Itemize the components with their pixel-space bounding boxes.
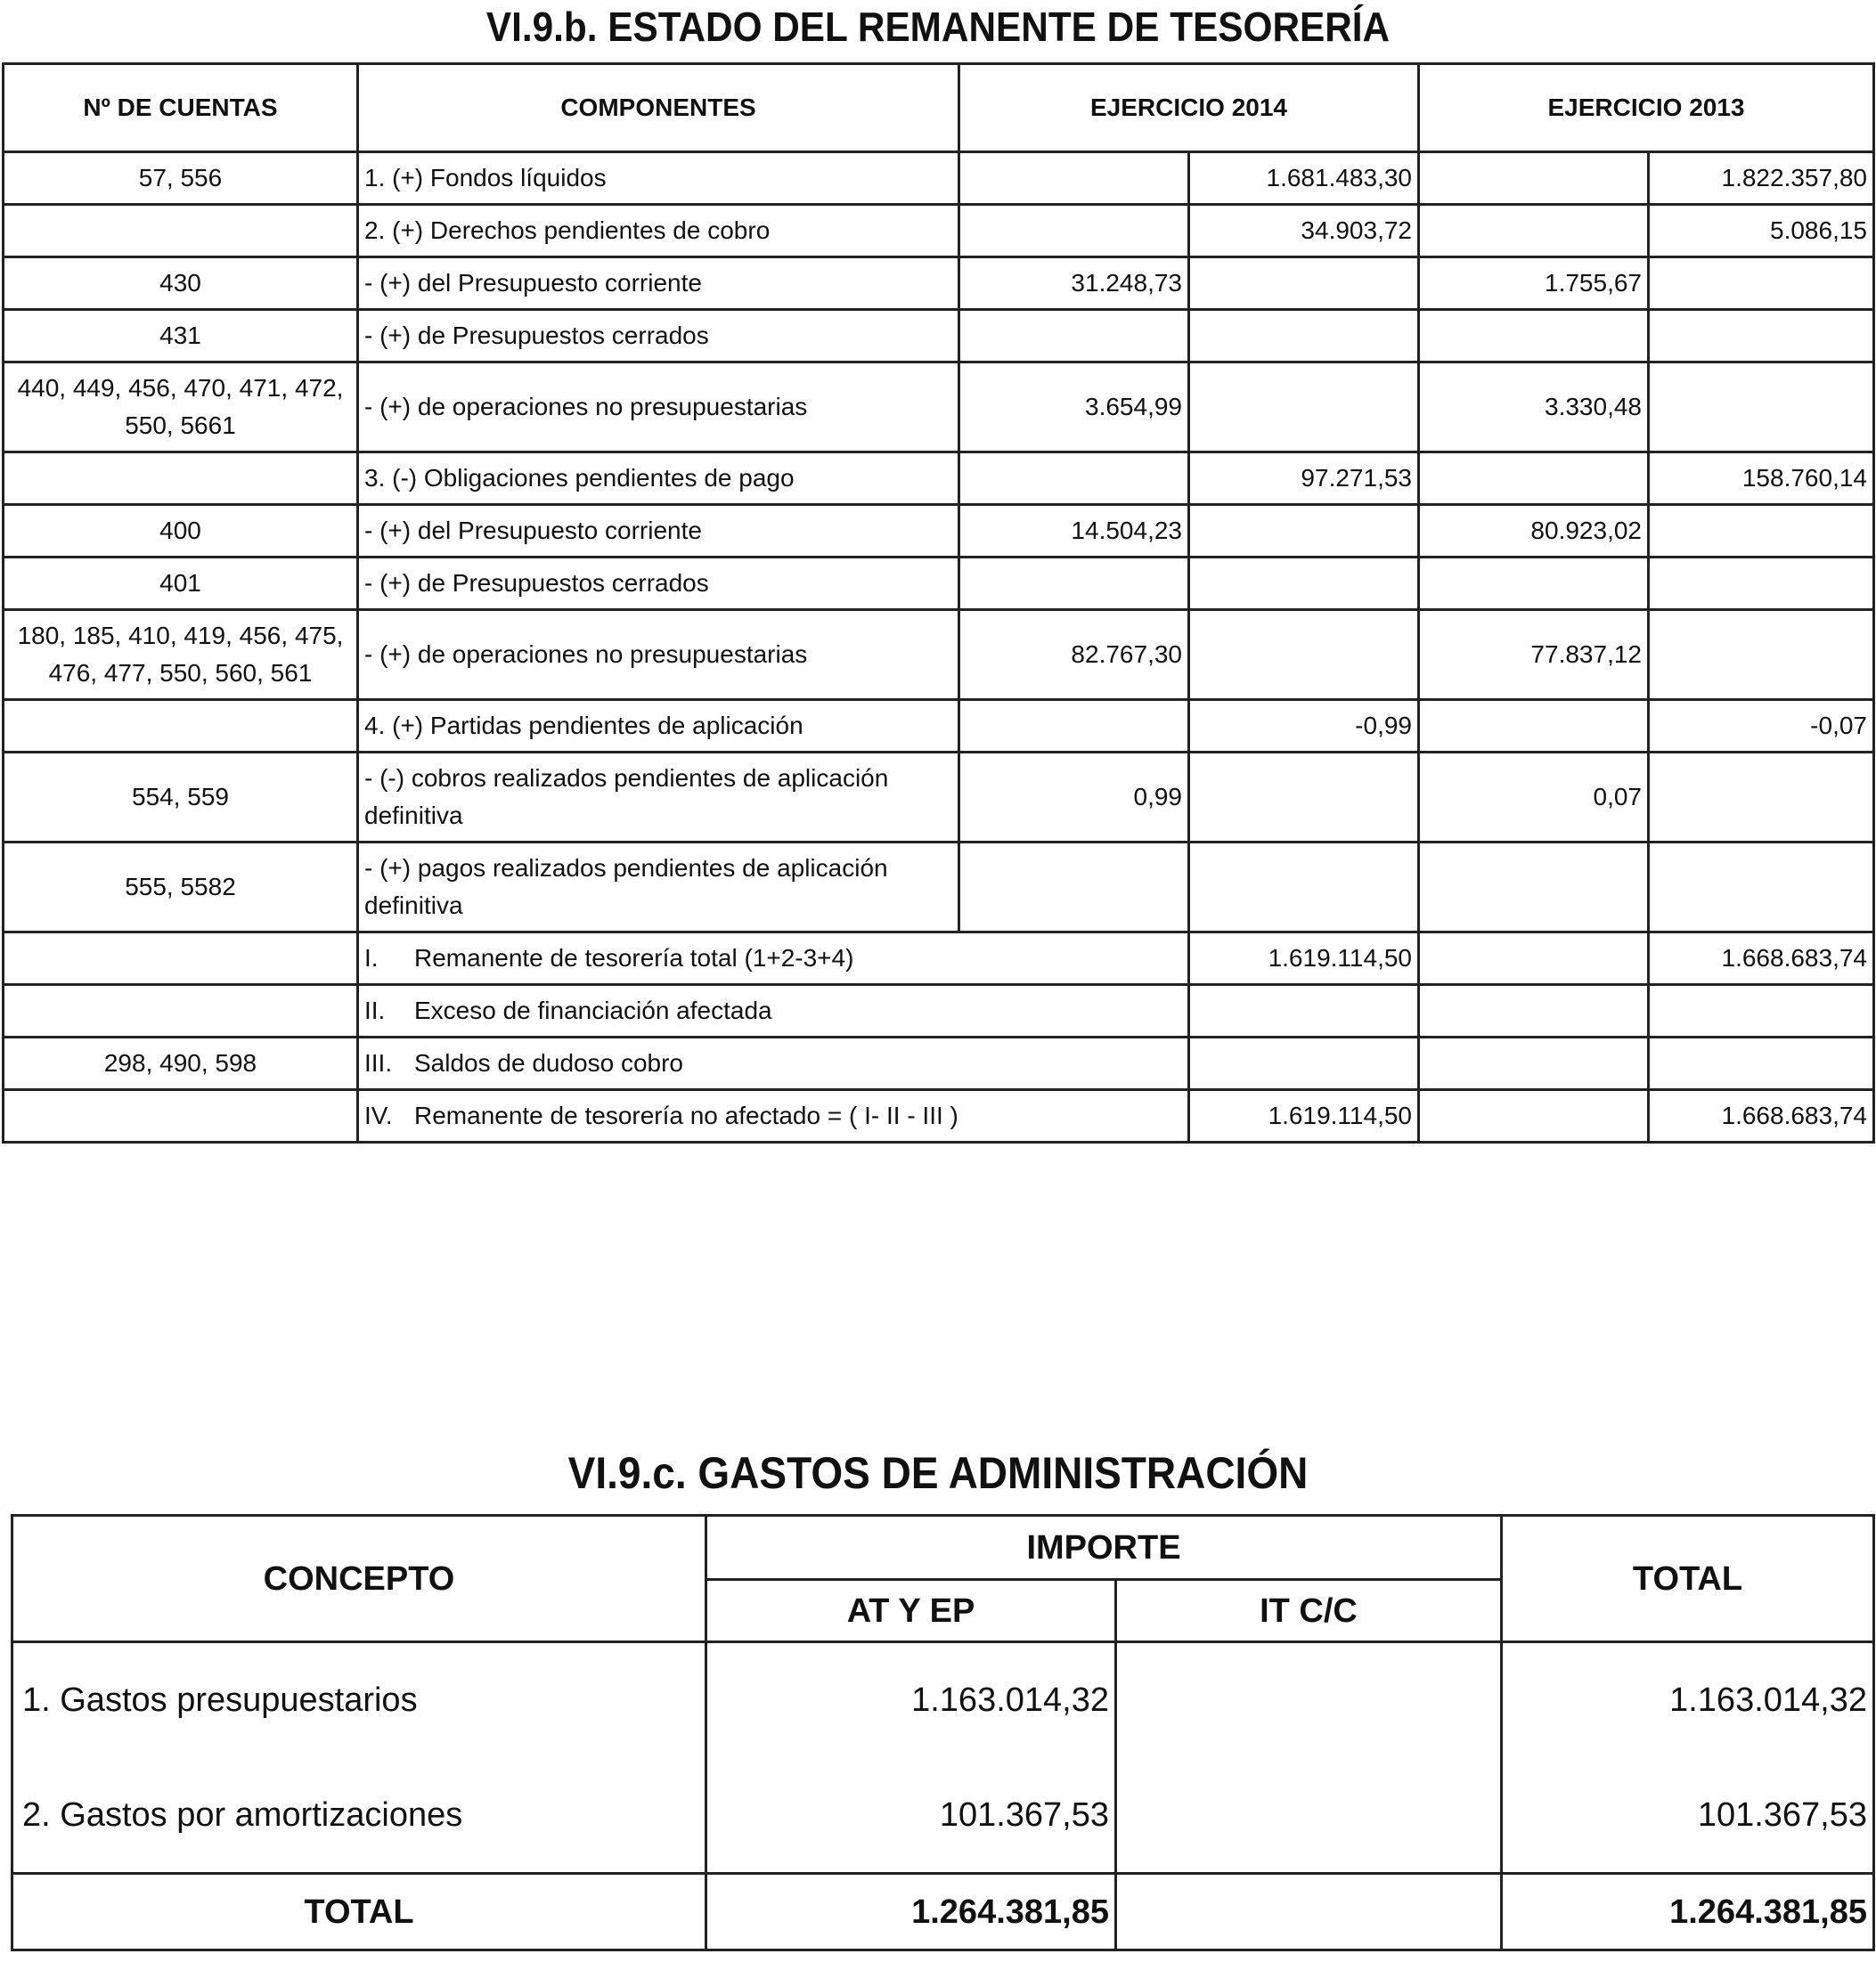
table-row <box>12 1758 1874 1874</box>
detalle-2013-cell: 0,07 <box>1419 753 1649 843</box>
table-row <box>4 152 1874 205</box>
roman-numeral: IV. <box>364 1102 393 1129</box>
table-row <box>4 362 1874 452</box>
cuentas-cell <box>4 452 358 505</box>
header-importe: IMPORTE <box>706 1516 1502 1580</box>
total-2013-cell <box>1649 362 1874 452</box>
concepto-cell: 1. Gastos presupuestarios <box>12 1642 706 1758</box>
total-2014-cell <box>1189 610 1419 700</box>
detalle-2013-cell: 80.923,02 <box>1419 505 1649 558</box>
gastos-table <box>11 1514 1875 1951</box>
detalle-2013-cell <box>1419 1038 1649 1090</box>
remanente-title: VI.9.b. ESTADO DEL REMANENTE DE TESORERÍA <box>485 4 1391 50</box>
detalle-2013-cell <box>1419 205 1649 257</box>
total-it-cc <box>1116 1874 1502 1950</box>
total-2014-cell <box>1189 843 1419 932</box>
componente-cell: - (-) cobros realizados pendientes de aplicación definitiva <box>358 753 959 843</box>
roman-numeral: II. <box>364 997 386 1024</box>
detalle-2014-cell <box>959 843 1189 932</box>
cuentas-cell: 554, 559 <box>4 753 358 843</box>
detalle-2013-cell <box>1419 152 1649 205</box>
detalle-2014-cell <box>959 452 1189 505</box>
header-concepto: CONCEPTO <box>12 1516 706 1642</box>
total-cell: 101.367,53 <box>1502 1758 1874 1874</box>
total-at-ep: 1.264.381,85 <box>706 1874 1116 1950</box>
header-at-ep: AT Y EP <box>706 1580 1116 1642</box>
total-2013-cell <box>1649 985 1874 1038</box>
detalle-2013-cell <box>1419 932 1649 985</box>
concepto-cell: 2. Gastos por amortizaciones <box>12 1758 706 1874</box>
detalle-2014-cell <box>959 205 1189 257</box>
detalle-2014-cell: 31.248,73 <box>959 257 1189 310</box>
it-cc-cell <box>1116 1758 1502 1874</box>
componente-cell <box>358 985 1189 1038</box>
at-ep-cell: 1.163.014,32 <box>706 1642 1116 1758</box>
total-2014-cell: -0,99 <box>1189 700 1419 753</box>
cuentas-cell <box>4 205 358 257</box>
summary-label: Exceso de financiación afectada <box>414 997 772 1024</box>
total-2013-cell <box>1649 558 1874 610</box>
table-row <box>4 843 1874 932</box>
cuentas-cell: 555, 5582 <box>4 843 358 932</box>
remanente-table <box>2 62 1875 1144</box>
table-row <box>4 205 1874 257</box>
cuentas-cell: 401 <box>4 558 358 610</box>
header-componentes: COMPONENTES <box>358 64 959 152</box>
cuentas-cell <box>4 1090 358 1143</box>
cuentas-cell: 180, 185, 410, 419, 456, 475, 476, 477, 550, 560, 561 <box>4 610 358 700</box>
total-2013-cell: 1.668.683,74 <box>1649 932 1874 985</box>
total-2014-cell <box>1189 1038 1419 1090</box>
total-cell: 1.163.014,32 <box>1502 1642 1874 1758</box>
detalle-2013-cell <box>1419 452 1649 505</box>
total-2014-cell: 1.681.483,30 <box>1189 152 1419 205</box>
total-2013-cell <box>1649 843 1874 932</box>
table-row <box>4 700 1874 753</box>
detalle-2014-cell <box>959 310 1189 362</box>
total-2014-cell <box>1189 985 1419 1038</box>
detalle-2013-cell <box>1419 985 1649 1038</box>
total-2013-cell: 1.668.683,74 <box>1649 1090 1874 1143</box>
total-2014-cell: 1.619.114,50 <box>1189 1090 1419 1143</box>
total-row <box>12 1874 1874 1950</box>
detalle-2013-cell <box>1419 310 1649 362</box>
detalle-2014-cell: 14.504,23 <box>959 505 1189 558</box>
total-2013-cell <box>1649 610 1874 700</box>
total-2013-cell: 5.086,15 <box>1649 205 1874 257</box>
detalle-2014-cell: 3.654,99 <box>959 362 1189 452</box>
table-row <box>4 753 1874 843</box>
total-2014-cell <box>1189 505 1419 558</box>
summary-label: Remanente de tesorería total (1+2-3+4) <box>414 944 854 972</box>
componente-cell: 4. (+) Partidas pendientes de aplicación <box>358 700 959 753</box>
table-row <box>4 610 1874 700</box>
detalle-2013-cell: 1.755,67 <box>1419 257 1649 310</box>
total-2014-cell: 97.271,53 <box>1189 452 1419 505</box>
total-2014-cell <box>1189 558 1419 610</box>
total-2014-cell <box>1189 257 1419 310</box>
remanente-table-body <box>4 64 1874 1143</box>
total-2013-cell: 158.760,14 <box>1649 452 1874 505</box>
cuentas-cell: 431 <box>4 310 358 362</box>
componente-cell: - (+) del Presupuesto corriente <box>358 505 959 558</box>
total-2013-cell: -0,07 <box>1649 700 1874 753</box>
summary-row <box>4 932 1874 985</box>
cuentas-cell: 57, 556 <box>4 152 358 205</box>
roman-numeral: III. <box>364 1049 393 1077</box>
cuentas-cell <box>4 700 358 753</box>
summary-label: Saldos de dudoso cobro <box>414 1049 683 1077</box>
it-cc-cell <box>1116 1642 1502 1758</box>
detalle-2013-cell <box>1419 843 1649 932</box>
detalle-2014-cell <box>959 152 1189 205</box>
cuentas-cell: 400 <box>4 505 358 558</box>
componente-cell: 3. (-) Obligaciones pendientes de pago <box>358 452 959 505</box>
table-row <box>4 257 1874 310</box>
componente-cell <box>358 1090 1189 1143</box>
componente-cell: - (+) del Presupuesto corriente <box>358 257 959 310</box>
cuentas-cell: 430 <box>4 257 358 310</box>
componente-cell <box>358 932 1189 985</box>
detalle-2014-cell <box>959 700 1189 753</box>
table-row <box>4 505 1874 558</box>
total-2013-cell <box>1649 505 1874 558</box>
table-row <box>12 1642 1874 1758</box>
table-row <box>4 310 1874 362</box>
total-2013-cell <box>1649 1038 1874 1090</box>
total-2014-cell <box>1189 362 1419 452</box>
detalle-2013-cell: 3.330,48 <box>1419 362 1649 452</box>
detalle-2013-cell <box>1419 1090 1649 1143</box>
detalle-2014-cell: 82.767,30 <box>959 610 1189 700</box>
cuentas-cell: 298, 490, 598 <box>4 1038 358 1090</box>
header-ejercicio-2014: EJERCICIO 2014 <box>959 64 1419 152</box>
detalle-2013-cell <box>1419 700 1649 753</box>
total-2014-cell <box>1189 753 1419 843</box>
total-2013-cell <box>1649 310 1874 362</box>
header-ejercicio-2013: EJERCICIO 2013 <box>1419 64 1874 152</box>
detalle-2014-cell: 0,99 <box>959 753 1189 843</box>
roman-numeral: I. <box>364 944 379 972</box>
total-2013-cell: 1.822.357,80 <box>1649 152 1874 205</box>
componente-cell: - (+) de operaciones no presupuestarias <box>358 362 959 452</box>
summary-row <box>4 985 1874 1038</box>
detalle-2013-cell: 77.837,12 <box>1419 610 1649 700</box>
summary-label: Remanente de tesorería no afectado = ( I- II - III ) <box>414 1102 958 1129</box>
table-header-row <box>12 1516 1874 1580</box>
header-it-cc: IT C/C <box>1116 1580 1502 1642</box>
componente-cell: - (+) de Presupuestos cerrados <box>358 558 959 610</box>
summary-row <box>4 1090 1874 1143</box>
componente-cell: - (+) de Presupuestos cerrados <box>358 310 959 362</box>
componente-cell: 2. (+) Derechos pendientes de cobro <box>358 205 959 257</box>
componente-cell: - (+) de operaciones no presupuestarias <box>358 610 959 700</box>
total-2013-cell <box>1649 257 1874 310</box>
total-2014-cell: 1.619.114,50 <box>1189 932 1419 985</box>
cuentas-cell: 440, 449, 456, 470, 471, 472, 550, 5661 <box>4 362 358 452</box>
componente-cell: - (+) pagos realizados pendientes de aplicación definitiva <box>358 843 959 932</box>
table-row <box>4 452 1874 505</box>
total-total: 1.264.381,85 <box>1502 1874 1874 1950</box>
header-total: TOTAL <box>1502 1516 1874 1642</box>
table-header-row <box>4 64 1874 152</box>
summary-row <box>4 1038 1874 1090</box>
componente-cell: 1. (+) Fondos líquidos <box>358 152 959 205</box>
detalle-2014-cell <box>959 558 1189 610</box>
total-2014-cell: 34.903,72 <box>1189 205 1419 257</box>
total-2014-cell <box>1189 310 1419 362</box>
at-ep-cell: 101.367,53 <box>706 1758 1116 1874</box>
cuentas-cell <box>4 985 358 1038</box>
total-2013-cell <box>1649 753 1874 843</box>
cuentas-cell <box>4 932 358 985</box>
table-row <box>4 558 1874 610</box>
gastos-title: VI.9.c. GASTOS DE ADMINISTRACIÓN <box>567 1448 1309 1498</box>
header-cuentas: Nº DE CUENTAS <box>4 64 358 152</box>
total-label: TOTAL <box>12 1874 706 1950</box>
componente-cell <box>358 1038 1189 1090</box>
detalle-2013-cell <box>1419 558 1649 610</box>
